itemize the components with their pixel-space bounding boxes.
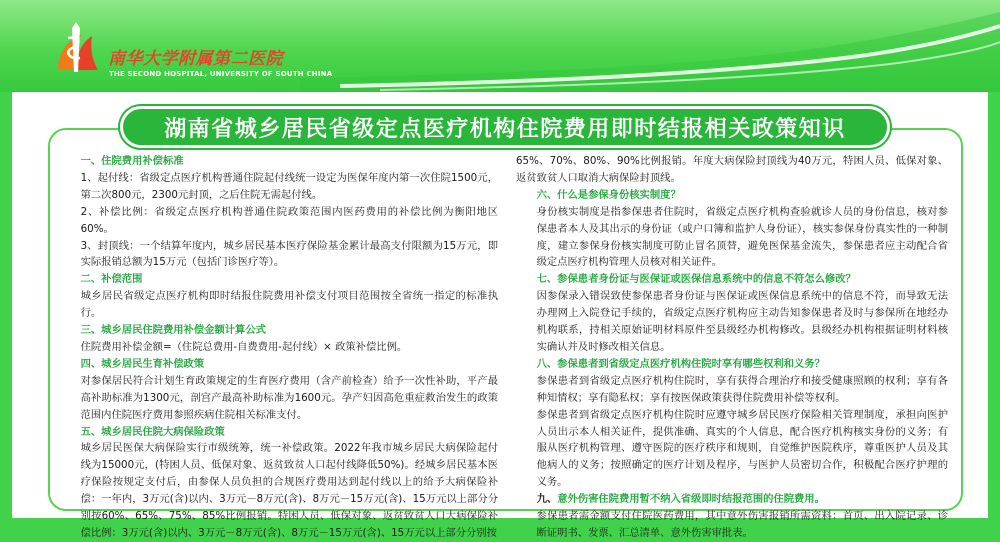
section-7-title: 七、参保患者身份证与医保证或医保信息系统中的信息不符怎么修改？ [536,273,856,286]
right-column [516,153,948,542]
section-7-text: 因参保录入错误致使参保患者身份证与医保证或医保信息系统中的信息不符，而导致无法办理网上入院登记手续的，省级定点医疗机构应主动告知参保患者及时与参保所在地经办机构联系，持相关原始证明材料原件至县级经办机构修改。县级经办机构根据证明材料核实确认并及时修改相关信息。 [536,290,948,353]
section-1-item-2: 2、补偿比例：省级定点医疗机构普通住院政策范围内医药费用的补偿比例为衡阳地区60%。 [80,205,498,235]
section-5-text-continued: 65%、70%、80%、90%比例报销。年度大病保险封顶线为40万元，特困人员、低保对象、返贫致贫人口取消大病保险封顶线。 [516,155,948,184]
decorative-ribbon [300,8,1000,92]
section-2-title: 二、补偿范围 [80,273,143,286]
section-3-text: 住院费用补偿金额=（住院总费用-自费费用-起付线）× 政策补偿比例。 [80,340,408,353]
section-6-title: 六、什么是参保身份核实制度？ [536,188,681,201]
section-6-text: 身份核实制度是指参保患者住院时，省级定点医疗机构查验就诊人员的身份信息，核对参保患者本人及其出示的身份证（或户口簿和监护人身份证），核实参保身份真实性的一种制度，建立参保身份核实制度可防止冒名顶替，避免医保基金流失，参保患者应主动配合省级定点医疗机构管理人员核对相关证件。 [536,205,948,269]
section-5-title: 五、城乡居民住院大病保险政策 [80,425,225,438]
hospital-logo [52,20,352,82]
section-1-title: 一、住院费用补偿标准 [80,155,184,167]
hospital-name: 南华大学附属第二医院 [108,49,283,69]
section-8-text-2: 参保患者到省级定点医疗机构住院时应遵守城乡居民医疗保险相关管理制度，承担向医护人员出示本人相关证件，提供准确、真实的个人信息，配合医疗机构核实身份的义务；有服从医疗机构管理、遵守医院的医疗秩序和规则，自觉维护医院秩序，尊重医护人员及其他病人的义务；按照确定的医疗计划及程序，与医护人员密切合作，积极配合医疗护理的义务。 [536,408,948,489]
section-9-text: 参保患者需金额支付住院医药费用，其中意外伤害报销所需资料：首页、出入院记录、诊断证明书、发票、汇总清单、意外伤害审批表。 [536,510,948,539]
section-9-title [516,491,948,508]
section-9-heading: 意外伤害住院费用暂不纳入省级即时结报范围的住院费用。 [557,493,825,506]
section-9-number: 九、 [536,493,558,506]
section-2-text: 城乡居民省级定点医疗机构即时结报住院费用补偿支付项目范围按全省统一指定的标准执行。 [80,290,498,320]
section-4-title: 四、城乡居民生育补偿政策 [80,357,205,370]
hospital-name-en: THE SECOND HOSPITAL, UNIVERSITY OF SOUTH CHINA [109,70,333,78]
hospital-emblem-icon [52,20,102,80]
title-banner [120,106,890,148]
section-8-title: 八、参保患者到省级定点医疗机构住院时享有哪些权利和义务？ [536,357,825,370]
section-1-item-1: 1、起付线：省级定点医疗机构普通住院起付线统一设定为医保年度内第一次住院1500元，第二次800元，2300元封顶，之后住院无需起付线。 [80,171,498,201]
section-5-text: 城乡居民医保大病保险实行市级统筹，统一补偿政策。2022年我市城乡居民大病保险起付线为15000元，(特困人员、低保对象、返贫致贫人口起付线降低50%)。经城乡居民基本医疗保险按规定支付后，由参保人员负担的合规医疗费用达到起付线以上的给予大病保险补偿：一年内，3万元(含)以内、3万元－8万元(含)、8万元－15万元(含)、15万元以上部分分别按60%、65%、75%、85%比例报销。特困人员、低保对象、返贫致贫人口大病保险补偿比例：3万元(含)以内、3万元－8万元(含)、8万元－15万元(含)、15万元以上部分分别按 [80,442,498,539]
left-column [60,153,498,542]
section-8-text-1: 参保患者到省级定点医疗机构住院时，享有获得合理治疗和接受健康照顾的权利；享有各种知情权；享有隐私权；享有按医保政策获得住院费用补偿等权利。 [536,374,948,404]
section-4-text: 对参保居民符合计划生育政策规定的生育医疗费用（含产前检查）给予一次性补助，平产最高补助标准为1300元，剖宫产最高补助标准为1600元。孕产妇因高危重症救治发生的政策范围内住院医疗费用参照疾病住院相关标准支付。 [80,374,498,421]
page-title: 湖南省城乡居民省级定点医疗机构住院费用即时结报相关政策知识 [164,116,846,142]
section-3-title: 三、城乡居民住院费用补偿金额计算公式 [80,324,266,337]
section-1-item-3: 3、封顶线：一个结算年度内，城乡居民基本医疗保险基金累计最高支付限额为15万元，即实际报销总额为15万元（包括门诊医疗等）。 [80,239,498,269]
